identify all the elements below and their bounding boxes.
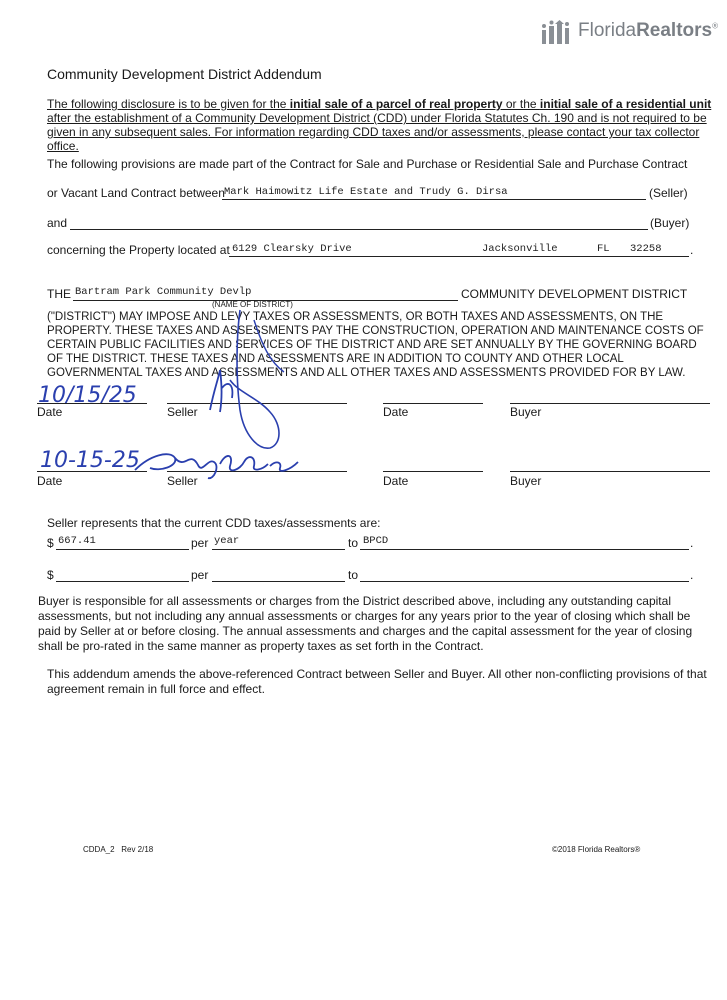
buyer-prefix: and — [47, 216, 68, 230]
date-label-4: Date — [383, 474, 409, 488]
cdd-currency-2: $ — [47, 568, 54, 582]
seller-date-1-line — [37, 403, 147, 404]
district-name-field[interactable]: Bartram Park Community Devlp — [75, 286, 252, 298]
seller-signature-2[interactable] — [130, 440, 310, 490]
cdd-per-2-field[interactable] — [212, 581, 345, 582]
cdd-currency-1: $ — [47, 536, 54, 550]
seller-label-1: Seller — [167, 405, 198, 419]
cdd-amount-1-line — [56, 549, 189, 550]
realtors-house-icon — [540, 20, 576, 46]
cdd-to-label-2: to — [348, 568, 359, 582]
property-period: . — [690, 243, 694, 257]
buyer-date-1-field[interactable] — [383, 403, 483, 404]
buyer-sign-1-field[interactable] — [510, 403, 710, 404]
seller-label: (Seller) — [649, 186, 688, 200]
cdd-period-1: . — [690, 536, 694, 550]
district-prefix: THE — [47, 287, 71, 301]
buyer-responsibility: Buyer is responsible for all assessments or charges from the District described above, including any outstanding capital assessments, but not including any annual assessments or charges for any years prior to the year of closing which shall be paid by Seller at or before closing. The annual assessments and charges and the capital assessment for the year of closing shall be pro-rated in the same manner as property taxes as set forth in the Contract. — [38, 594, 693, 653]
brand-wordmark: FloridaRealtors® — [578, 20, 719, 41]
form-id: CDDA_2 Rev 2/18 — [83, 845, 154, 854]
cdd-per-label-2: per — [191, 568, 209, 582]
cdd-to-2-field[interactable] — [360, 581, 689, 582]
cdd-to-1-line — [360, 549, 689, 550]
buyer-label-1: Buyer — [510, 405, 542, 419]
district-suffix: COMMUNITY DEVELOPMENT DISTRICT — [461, 287, 688, 301]
page-title: Community Development District Addendum — [47, 66, 322, 82]
buyer-date-2-field[interactable] — [383, 471, 483, 472]
buyer-name-field[interactable] — [70, 229, 648, 230]
seller-label-2: Seller — [167, 474, 198, 488]
seller-name-field[interactable]: Mark Haimowitz Life Estate and Trudy G. Dirsa — [224, 186, 508, 198]
cdd-intro: Seller represents that the current CDD taxes/assessments are: — [47, 516, 381, 530]
date-label-3: Date — [37, 474, 63, 488]
district-notice: ("DISTRICT") MAY IMPOSE AND LEVY TAXES OR ASSESSMENTS, OR BOTH TAXES AND ASSESSMENTS, ON THE PROPERTY. THESE TAXES AND ASSESSMENTS PAY THE CONSTRUCTION, OPERATION AND MAINTENANCE COSTS OF CERTAIN PUBLIC FACILITIES AND SERVICES OF THE DISTRICT AND ARE SET ANNUALLY BY THE GOVERNING BOARD OF THE DISTRICT. THESE TAXES AND ASSESSMENTS ARE IN ADDITION TO COUNTY AND OTHER LOCAL GOVERNMENTAL TAXES AND ASSESSMENTS AND ALL OTHER TAXES AND ASSESSMENTS PROVIDED FOR BY LAW. — [47, 311, 704, 379]
cdd-amount-1-field[interactable]: 667.41 — [58, 535, 96, 547]
disclosure-paragraph: The following disclosure is to be given for the initial sale of a parcel of real property or the initial sale of a residential unit after the establishment of a Community Development District (CDD) under Florida Statutes Ch. 190 and is not required to be given in any subsequent sales. For information regarding CDD taxes and/or assessments, please contact your tax collector office. — [47, 97, 712, 153]
property-address-field[interactable]: 6129 Clearsky Drive — [232, 243, 352, 255]
florida-realtors-logo — [540, 18, 719, 48]
provisions-intro: The following provisions are made part of the Contract for Sale and Purchase or Residential Sale and Purchase Contract — [47, 157, 688, 171]
cdd-amount-2-field[interactable] — [56, 581, 189, 582]
property-prefix: concerning the Property located at — [47, 243, 230, 257]
seller-prefix: or Vacant Land Contract between — [47, 186, 225, 200]
property-address-line — [229, 256, 689, 257]
cdd-per-1-line — [212, 549, 345, 550]
date-label-2: Date — [383, 405, 409, 419]
cdd-to-label-1: to — [348, 536, 359, 550]
buyer-label: (Buyer) — [650, 216, 690, 230]
property-city[interactable]: Jacksonville — [482, 243, 558, 255]
cdd-per-label-1: per — [191, 536, 209, 550]
amendment-paragraph: This addendum amends the above-referenced Contract between Seller and Buyer. All other non-conflicting provisions of that agreement remain in full force and effect. — [47, 667, 707, 696]
buyer-sign-2-field[interactable] — [510, 471, 710, 472]
copyright: ©2018 Florida Realtors® — [552, 845, 641, 854]
seller-date-2-handwritten[interactable]: 10-15-25 — [40, 448, 140, 473]
date-label-1: Date — [37, 405, 63, 419]
buyer-label-2: Buyer — [510, 474, 542, 488]
cdd-per-1-field[interactable]: year — [214, 535, 240, 547]
cdd-period-2: . — [690, 568, 694, 582]
district-name-caption: (NAME OF DISTRICT) — [212, 300, 293, 309]
cdd-to-1-field[interactable]: BPCD — [363, 535, 389, 547]
property-state[interactable]: FL — [597, 243, 610, 255]
seller-name-line — [222, 199, 646, 200]
seller-date-1-handwritten[interactable]: 10/15/25 — [38, 383, 137, 408]
property-zip[interactable]: 32258 — [630, 243, 662, 255]
